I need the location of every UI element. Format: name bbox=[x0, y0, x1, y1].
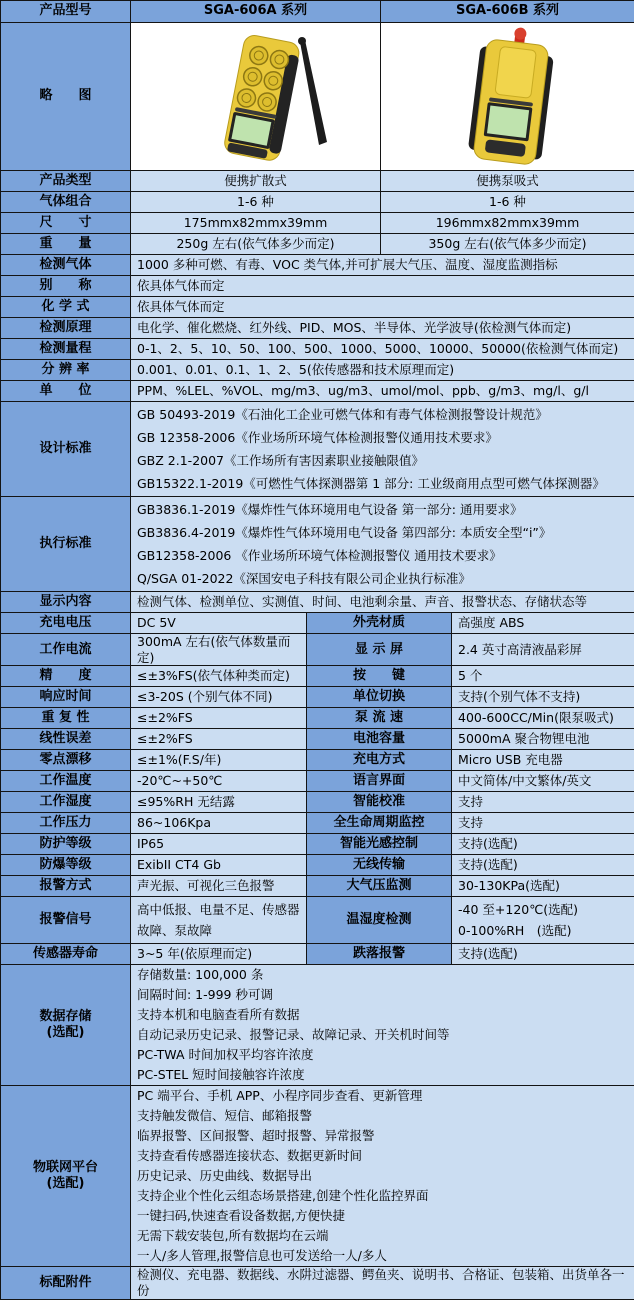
spec-label: 显示内容 bbox=[1, 592, 131, 613]
feature-line: 历史记录、历史曲线、数据导出 bbox=[137, 1166, 628, 1186]
spec-label: 工作湿度 bbox=[1, 792, 131, 813]
spec-label: 尺 寸 bbox=[1, 213, 131, 234]
spec-value: DC 5V bbox=[131, 613, 307, 634]
spec-label: 大气压监测 bbox=[307, 876, 452, 897]
table-row bbox=[1, 255, 634, 276]
spec-value: 支持 bbox=[452, 813, 634, 834]
table-row bbox=[1, 666, 634, 687]
spec-label: 电池容量 bbox=[307, 729, 452, 750]
device-a-image bbox=[137, 24, 381, 170]
design-standards-value bbox=[131, 402, 634, 497]
spec-value-b: 196mmx82mmx39mm bbox=[381, 213, 634, 234]
spec-value: ≤±3%FS(依气体种类而定) bbox=[131, 666, 307, 687]
feature-line: PC-STEL 短时间接触容许浓度 bbox=[137, 1065, 628, 1085]
device-a-image-cell bbox=[131, 23, 381, 171]
spec-label: 报警方式 bbox=[1, 876, 131, 897]
feature-line: 一键扫码,快速查看设备数据,方便快捷 bbox=[137, 1206, 628, 1226]
alarm-signal-label: 报警信号 bbox=[1, 897, 131, 944]
table-row bbox=[1, 192, 634, 213]
spec-value: 0-1、2、5、10、50、100、500、1000、5000、10000、50000(依检测气体而定) bbox=[131, 339, 634, 360]
label-line: 数据存储 bbox=[7, 1009, 124, 1025]
spec-label: 泵 流 速 bbox=[307, 708, 452, 729]
spec-label: 传感器寿命 bbox=[1, 944, 131, 965]
spec-label: 充电方式 bbox=[307, 750, 452, 771]
table-row bbox=[1, 297, 634, 318]
standard-line: GBZ 2.1-2007《工作场所有害因素职业接触限值》 bbox=[137, 449, 628, 472]
spec-value: 86~106Kpa bbox=[131, 813, 307, 834]
table-row bbox=[1, 171, 634, 192]
spec-label: 气体组合 bbox=[1, 192, 131, 213]
table-row bbox=[1, 750, 634, 771]
spec-value: 30-130KPa(选配) bbox=[452, 876, 634, 897]
spec-value: 支持 bbox=[452, 792, 634, 813]
spec-value: ≤3-20S (个别气体不同) bbox=[131, 687, 307, 708]
feature-line: 支持触发微信、短信、邮箱报警 bbox=[137, 1106, 628, 1126]
spec-value: 300mA 左右(依气体数量而定) bbox=[131, 634, 307, 666]
feature-line: 无需下载安装包,所有数据均在云端 bbox=[137, 1226, 628, 1246]
label-line: 物联网平台 bbox=[7, 1160, 124, 1176]
spec-label: 检测原理 bbox=[1, 318, 131, 339]
spec-value: ≤±2%FS bbox=[131, 708, 307, 729]
spec-label: 工作温度 bbox=[1, 771, 131, 792]
spec-label: 按 键 bbox=[307, 666, 452, 687]
spec-label: 响应时间 bbox=[1, 687, 131, 708]
table-row bbox=[1, 876, 634, 897]
spec-label: 线性误差 bbox=[1, 729, 131, 750]
feature-line: 支持查看传感器连接状态、数据更新时间 bbox=[137, 1146, 628, 1166]
spec-label: 工作电流 bbox=[1, 634, 131, 666]
standard-line: GB3836.1-2019《爆炸性气体环境用电气设备 第一部分: 通用要求》 bbox=[137, 498, 628, 521]
table-row bbox=[1, 813, 634, 834]
table-row bbox=[1, 381, 634, 402]
spec-label: 显 示 屏 bbox=[307, 634, 452, 666]
alarm-signal-value: 高中低报、电量不足、传感器故障、泵故障 bbox=[131, 897, 307, 944]
accessories-value: 检测仪、充电器、数据线、水阱过滤器、鳄鱼夹、说明书、合格证、包装箱、出货单各一份 bbox=[131, 1267, 634, 1299]
feature-line: 支持本机和电脑查看所有数据 bbox=[137, 1005, 628, 1025]
table-row bbox=[1, 834, 634, 855]
table-row bbox=[1, 613, 634, 634]
table-row bbox=[1, 318, 634, 339]
spec-label: 防爆等级 bbox=[1, 855, 131, 876]
table-row bbox=[1, 213, 634, 234]
exec-standards-value bbox=[131, 497, 634, 592]
spec-value: 支持(选配) bbox=[452, 834, 634, 855]
feature-line: 间隔时间: 1-999 秒可调 bbox=[137, 985, 628, 1005]
spec-label: 语言界面 bbox=[307, 771, 452, 792]
spec-value-a: 便携扩散式 bbox=[131, 171, 381, 192]
spec-value: 中文简体/中文繁体/英文 bbox=[452, 771, 634, 792]
spec-value: ≤95%RH 无结露 bbox=[131, 792, 307, 813]
label-line: (选配) bbox=[7, 1176, 124, 1192]
table-row bbox=[1, 402, 634, 497]
sketch-label: 略 图 bbox=[1, 23, 131, 171]
spec-value: 5000mA 聚合物锂电池 bbox=[452, 729, 634, 750]
table-row bbox=[1, 497, 634, 592]
spec-label: 单 位 bbox=[1, 381, 131, 402]
iot-platform-value bbox=[131, 1086, 634, 1267]
spec-value: -20℃~+50℃ bbox=[131, 771, 307, 792]
spec-value: 支持(选配) bbox=[452, 944, 634, 965]
spec-label: 重 量 bbox=[1, 234, 131, 255]
table-row bbox=[1, 729, 634, 750]
spec-value: 依具体气体而定 bbox=[131, 297, 634, 318]
accessories-label: 标配附件 bbox=[1, 1267, 131, 1299]
spec-value-b: 1-6 种 bbox=[381, 192, 634, 213]
table-row bbox=[1, 1, 634, 23]
feature-line: 存储数量: 100,000 条 bbox=[137, 965, 628, 985]
spec-label: 单位切换 bbox=[307, 687, 452, 708]
feature-line: PC 端平台、手机 APP、小程序同步查看、更新管理 bbox=[137, 1086, 628, 1106]
value-line: -40 至+120℃(选配) bbox=[458, 899, 628, 920]
header-model-b: SGA-606B 系列 bbox=[381, 1, 634, 23]
spec-label: 跌落报警 bbox=[307, 944, 452, 965]
spec-label: 智能校准 bbox=[307, 792, 452, 813]
standard-line: GB12358-2006 《作业场所环境气体检测报警仪 通用技术要求》 bbox=[137, 544, 628, 567]
spec-value-a: 250g 左右(依气体多少而定) bbox=[131, 234, 381, 255]
header-model-a: SGA-606A 系列 bbox=[131, 1, 381, 23]
spec-label: 别 称 bbox=[1, 276, 131, 297]
spec-value-b: 350g 左右(依气体多少而定) bbox=[381, 234, 634, 255]
standard-line: GB 12358-2006《作业场所环境气体检测报警仪通用技术要求》 bbox=[137, 426, 628, 449]
spec-value: ≤±2%FS bbox=[131, 729, 307, 750]
standard-line: Q/SGA 01-2022《深国安电子科技有限公司企业执行标准》 bbox=[137, 567, 628, 590]
table-row bbox=[1, 634, 634, 666]
spec-value: 支持(个别气体不支持) bbox=[452, 687, 634, 708]
value-line: 0-100%RH (选配) bbox=[458, 920, 628, 941]
spec-value-a: 175mmx82mmx39mm bbox=[131, 213, 381, 234]
standard-line: GB15322.1-2019《可燃性气体探测器第 1 部分: 工业级商用点型可燃气体探测器》 bbox=[137, 472, 628, 495]
spec-label: 重 复 性 bbox=[1, 708, 131, 729]
spec-value: IP65 bbox=[131, 834, 307, 855]
spec-label: 外壳材质 bbox=[307, 613, 452, 634]
spec-label: 智能光感控制 bbox=[307, 834, 452, 855]
device-b-image-cell bbox=[381, 23, 634, 171]
antenna-shape bbox=[300, 40, 327, 145]
spec-value: 3~5 年(依原理而定) bbox=[131, 944, 307, 965]
table-row bbox=[1, 965, 634, 1086]
table-row bbox=[1, 792, 634, 813]
table-row bbox=[1, 897, 634, 944]
temp-humidity-label: 温湿度检测 bbox=[307, 897, 452, 944]
label-line: (选配) bbox=[7, 1025, 124, 1041]
spec-value-a: 1-6 种 bbox=[131, 192, 381, 213]
spec-value-b: 便携泵吸式 bbox=[381, 171, 634, 192]
spec-value: 1000 多种可燃、有毒、VOC 类气体,并可扩展大气压、温度、湿度监测指标 bbox=[131, 255, 634, 276]
table-row bbox=[1, 687, 634, 708]
spec-label: 零点漂移 bbox=[1, 750, 131, 771]
table-row bbox=[1, 339, 634, 360]
standard-line: GB 50493-2019《石油化工企业可燃气体和有毒气体检测报警设计规范》 bbox=[137, 403, 628, 426]
table-row bbox=[1, 1086, 634, 1267]
feature-line: 一人/多人管理,报警信息也可发送给一人/多人 bbox=[137, 1246, 628, 1266]
header-label: 产品型号 bbox=[1, 1, 131, 23]
table-row bbox=[1, 771, 634, 792]
device-b-image bbox=[387, 24, 634, 170]
spec-label: 工作压力 bbox=[1, 813, 131, 834]
table-row bbox=[1, 234, 634, 255]
spec-value: ≤±1%(F.S/年) bbox=[131, 750, 307, 771]
spec-value: 支持(选配) bbox=[452, 855, 634, 876]
table-row bbox=[1, 944, 634, 965]
spec-label: 分 辨 率 bbox=[1, 360, 131, 381]
spec-value: Micro USB 充电器 bbox=[452, 750, 634, 771]
data-storage-label bbox=[1, 965, 131, 1086]
spec-value: 声光振、可视化三色报警 bbox=[131, 876, 307, 897]
iot-platform-label bbox=[1, 1086, 131, 1267]
standard-line: GB3836.4-2019《爆炸性气体环境用电气设备 第四部分: 本质安全型“i”》 bbox=[137, 521, 628, 544]
spec-value: 0.001、0.01、0.1、1、2、5(依传感器和技术原理而定) bbox=[131, 360, 634, 381]
spec-value: 电化学、催化燃烧、红外线、PID、MOS、半导体、光学波导(依检测气体而定) bbox=[131, 318, 634, 339]
table-row bbox=[1, 855, 634, 876]
spec-label: 无线传输 bbox=[307, 855, 452, 876]
spec-label: 化 学 式 bbox=[1, 297, 131, 318]
table-row bbox=[1, 592, 634, 613]
spec-label: 检测气体 bbox=[1, 255, 131, 276]
spec-label: 精 度 bbox=[1, 666, 131, 687]
spec-label: 检测量程 bbox=[1, 339, 131, 360]
exec-standards-label: 执行标准 bbox=[1, 497, 131, 592]
spec-label: 产品类型 bbox=[1, 171, 131, 192]
spec-value: 依具体气体而定 bbox=[131, 276, 634, 297]
spec-label: 全生命周期监控 bbox=[307, 813, 452, 834]
data-storage-value bbox=[131, 965, 634, 1086]
spec-label: 充电电压 bbox=[1, 613, 131, 634]
design-standards-label: 设计标准 bbox=[1, 402, 131, 497]
table-row bbox=[1, 23, 634, 171]
feature-line: PC-TWA 时间加权平均容许浓度 bbox=[137, 1045, 628, 1065]
table-row bbox=[1, 276, 634, 297]
spec-value: 2.4 英寸高清液晶彩屏 bbox=[452, 634, 634, 666]
spec-label: 防护等级 bbox=[1, 834, 131, 855]
table-row bbox=[1, 360, 634, 381]
spec-value: 5 个 bbox=[452, 666, 634, 687]
feature-line: 支持企业个性化云组态场景搭建,创建个性化监控界面 bbox=[137, 1186, 628, 1206]
spec-value: PPM、%LEL、%VOL、mg/m3、ug/m3、umol/mol、ppb、g/m3、mg/l、g/l bbox=[131, 381, 634, 402]
table-row bbox=[1, 708, 634, 729]
feature-line: 自动记录历史记录、报警记录、故障记录、开关机时间等 bbox=[137, 1025, 628, 1045]
feature-line: 临界报警、区间报警、超时报警、异常报警 bbox=[137, 1126, 628, 1146]
spec-value: 400-600CC/Min(限泵吸式) bbox=[452, 708, 634, 729]
temp-humidity-value bbox=[452, 897, 634, 944]
spec-value: 高强度 ABS bbox=[452, 613, 634, 634]
spec-value: 检测气体、检测单位、实测值、时间、电池剩余量、声音、报警状态、存储状态等 bbox=[131, 592, 634, 613]
spec-value: ExibII CT4 Gb bbox=[131, 855, 307, 876]
